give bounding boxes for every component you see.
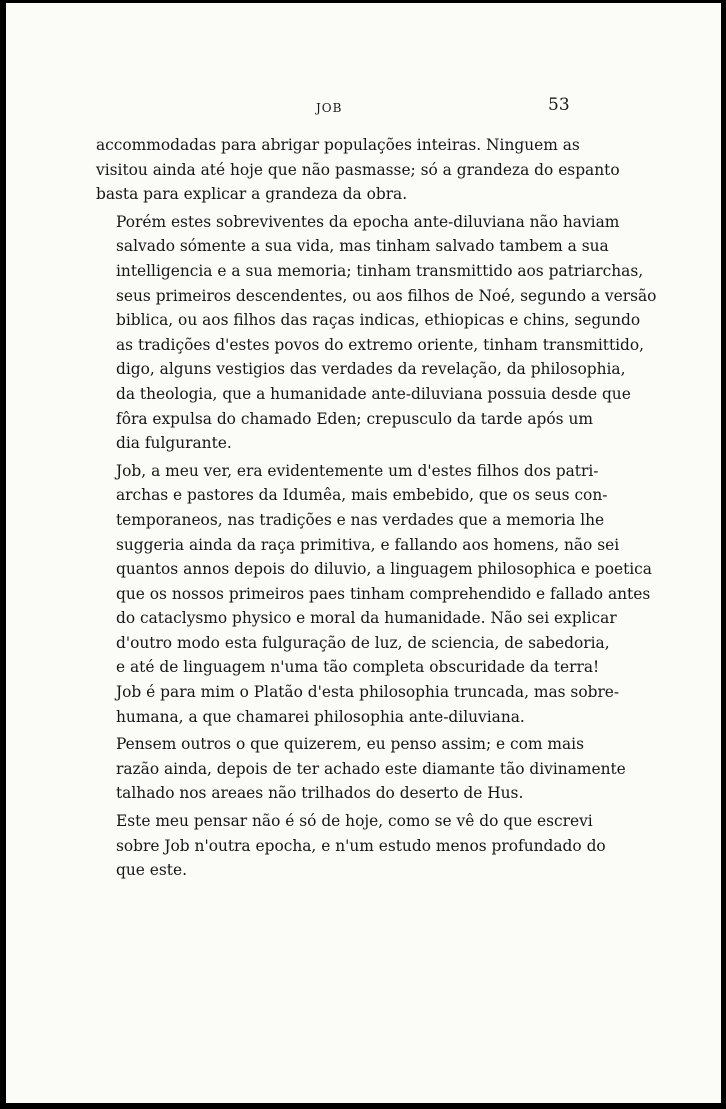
- text-line: temporaneos, nas tradições e nas verdades que a memoria lhe: [116, 510, 605, 529]
- text-line: basta para explicar a grandeza da obra.: [96, 185, 408, 204]
- paragraph-5: [96, 809, 606, 883]
- running-head: [6, 95, 721, 119]
- running-title: JOB: [316, 101, 343, 115]
- text-line: talhado nos areaes não trilhados do deserto de Hus.: [116, 784, 524, 803]
- text-line: dia fulgurante.: [116, 434, 232, 453]
- text-line: Job, a meu ver, era evidentemente um d'estes filhos dos patri-: [116, 461, 599, 480]
- text-line: do cataclysmo physico e moral da humanidade. Não sei explicar: [116, 609, 617, 628]
- paragraph-1: [96, 133, 620, 207]
- text-line: que este.: [116, 861, 187, 880]
- text-line: quantos annos depois do diluvio, a linguagem philosophica e poetica: [116, 560, 652, 579]
- text-line: seus primeiros descendentes, ou aos filhos de Noé, segundo a versão: [116, 286, 657, 305]
- body-text: [96, 133, 657, 886]
- text-line: Este meu pensar não é só de hoje, como se vê do que escrevi: [116, 812, 593, 831]
- text-line: salvado sómente a sua vida, mas tinham salvado tambem a sua: [116, 237, 609, 256]
- text-line: visitou ainda até hoje que não pasmasse; só a grandeza do espanto: [96, 160, 620, 179]
- paragraph-2: [96, 210, 657, 456]
- text-line: intelligencia e a sua memoria; tinham transmittido aos patriarchas,: [116, 261, 644, 280]
- text-line: que os nossos primeiros paes tinham comprehendido e fallado antes: [116, 584, 651, 603]
- text-line: e até de linguagem n'uma tão completa obscuridade da terra!: [116, 658, 600, 677]
- book-page: [6, 3, 721, 1103]
- text-line: suggeria ainda da raça primitiva, e fallando aos homens, não sei: [116, 535, 620, 554]
- text-line: digo, alguns vestigios das verdades da revelação, da philosophia,: [116, 360, 626, 379]
- paragraph-3: [96, 459, 652, 730]
- text-line: biblica, ou aos filhos das raças indicas, ethiopicas e chins, segundo: [116, 311, 641, 330]
- text-line: Pensem outros o que quizerem, eu penso assim; e com mais: [116, 735, 584, 754]
- text-line: da theologia, que a humanidade ante-diluviana possuia desde que: [116, 384, 631, 403]
- text-line: d'outro modo esta fulguração de luz, de sciencia, de sabedoria,: [116, 633, 610, 652]
- text-line: as tradições d'estes povos do extremo oriente, tinham transmittido,: [116, 335, 645, 354]
- paragraph-4: [96, 732, 626, 806]
- text-line: razão ainda, depois de ter achado este diamante tão divinamente: [116, 759, 626, 778]
- text-line: Porém estes sobreviventes da epocha ante-diluviana não haviam: [116, 212, 620, 231]
- text-line: archas e pastores da Idumêa, mais embebido, que os seus con-: [116, 486, 608, 505]
- text-line: sobre Job n'outra epocha, e n'um estudo menos profundado do: [116, 836, 606, 855]
- text-line: humana, a que chamarei philosophia ante-diluviana.: [116, 707, 525, 726]
- text-line: Job é para mim o Platão d'esta philosophia truncada, mas sobre-: [116, 683, 620, 702]
- page-number: 53: [548, 95, 570, 115]
- text-line: fôra expulsa do chamado Eden; crepusculo da tarde após um: [116, 409, 593, 428]
- text-line: accommodadas para abrigar populações inteiras. Ninguem as: [96, 136, 580, 154]
